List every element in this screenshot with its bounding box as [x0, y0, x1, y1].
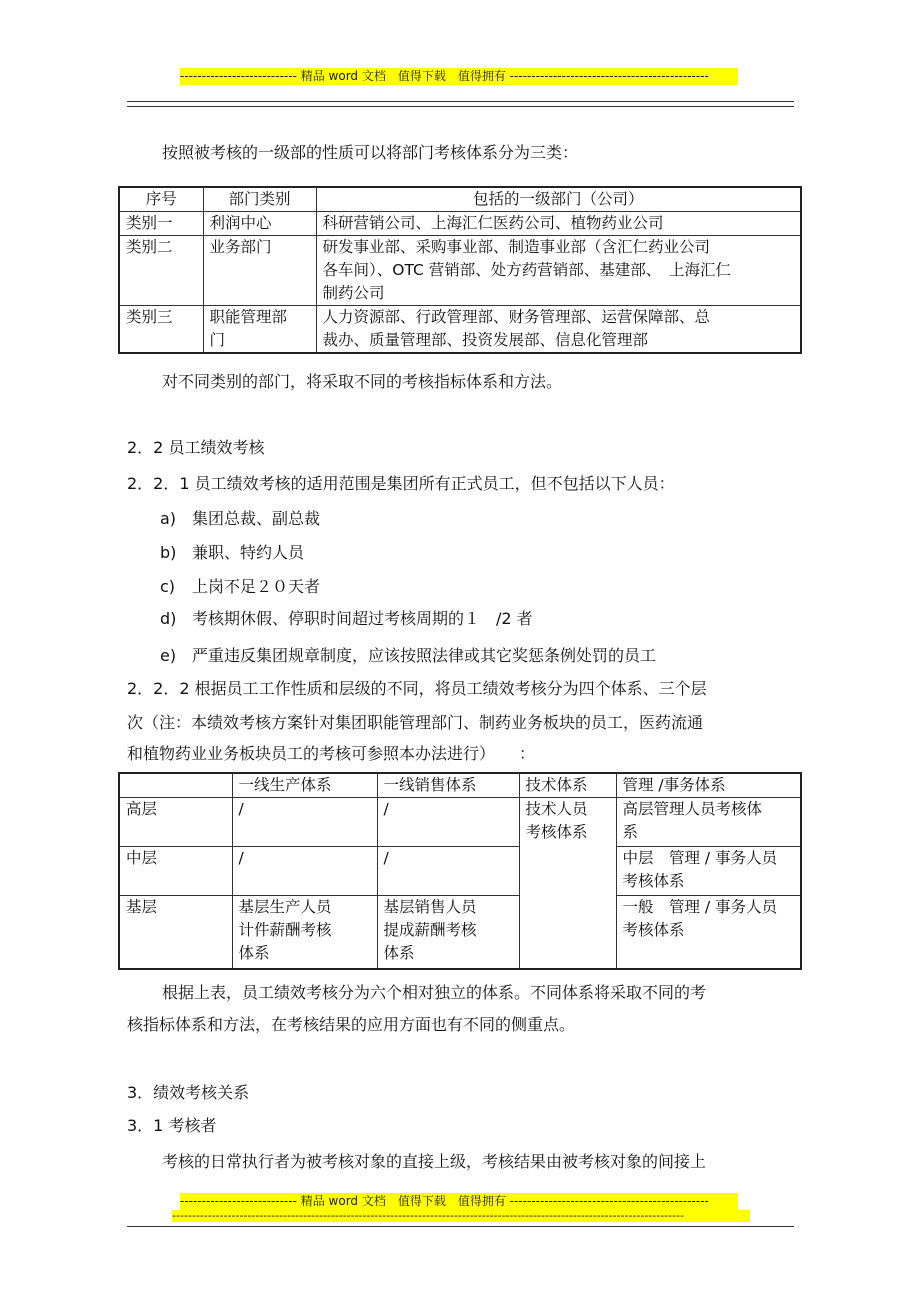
- cell-line: 基层销售人员: [383, 898, 477, 916]
- cell-departments: [316, 236, 801, 306]
- paragraph-3-1: 考核的日常执行者为被考核对象的直接上级，考核结果由被考核对象的间接上: [162, 1152, 707, 1171]
- after-table2-line: 核指标体系和方法，在考核结果的应用方面也有不同的侧重点。: [127, 1015, 576, 1034]
- cell-line: 各车间）、OTC 营销部、处方药营销部、基建部、 上海汇仁: [322, 261, 732, 279]
- cell-line: 体系: [238, 944, 270, 962]
- cell-line: 考核体系: [622, 872, 685, 890]
- list-text: 集团总裁、副总裁: [192, 509, 321, 528]
- header-cell-management: 管理 /事务体系: [616, 773, 801, 798]
- header-cell-production: 一线生产体系: [232, 773, 377, 798]
- header-rule-1: [127, 101, 794, 102]
- cell-line: 职能管理部: [209, 308, 288, 326]
- cell-level: 基层: [119, 896, 232, 969]
- list-text: 考核期休假、停职时间超过考核周期的１ /2 者: [192, 609, 533, 628]
- table-row: [119, 896, 801, 969]
- cell-line: 科研营销公司、上海汇仁医药公司、植物药业公司: [322, 214, 664, 232]
- cell-sales: /: [377, 798, 519, 847]
- section-heading-2-2-1: 2．2．1 员工绩效考核的适用范围是集团所有正式员工，但不包括以下人员：: [127, 474, 675, 493]
- cell-no: 类别三: [119, 306, 203, 354]
- header-banner: --------------------------- 精品 word 文档 值得下载 值得拥有 ----------------------------------------------: [180, 68, 738, 85]
- header-cell-sales: 一线销售体系: [377, 773, 519, 798]
- cell-line: 技术人员: [525, 800, 588, 818]
- cell-type: [203, 306, 316, 354]
- list-item: [160, 508, 320, 530]
- cell-line: 中层 管理 / 事务人员: [622, 849, 778, 867]
- header-cell-type: 部门类别: [203, 187, 316, 212]
- section-heading-3: 3．绩效考核关系: [127, 1083, 250, 1102]
- list-text: 严重违反集团规章制度，应该按照法律或其它奖惩条例处罚的员工: [192, 646, 657, 665]
- table-row: [119, 306, 801, 354]
- cell-line: 门: [209, 331, 226, 349]
- header-cell-no: 序号: [119, 187, 203, 212]
- list-marker: d): [160, 609, 177, 628]
- cell-line: 裁办、质量管理部、投资发展部、信息化管理部: [322, 331, 649, 349]
- cell-line: 计件薪酬考核: [238, 921, 332, 939]
- list-item: [160, 608, 533, 630]
- cell-sales: /: [377, 847, 519, 896]
- cell-production: [232, 896, 377, 969]
- list-marker: e): [160, 646, 177, 665]
- cell-technical: [519, 798, 616, 969]
- header-cell-level: [119, 773, 232, 798]
- cell-line: 提成薪酬考核: [383, 921, 477, 939]
- table-row: [119, 212, 801, 236]
- list-item: [160, 645, 656, 667]
- cell-management: [616, 798, 801, 847]
- cell-line: 一般 管理 / 事务人员: [622, 898, 778, 916]
- cell-line: 制药公司: [322, 284, 385, 302]
- footer-rule: [127, 1226, 794, 1227]
- header-rule-2: [127, 106, 794, 107]
- cell-line: 高层管理人员考核体: [622, 800, 763, 818]
- footer-dash-line: ---------------------------------------------------------------------------------------------------------------------------------: [172, 1210, 750, 1222]
- cell-line: 考核体系: [525, 823, 588, 841]
- cell-type: 利润中心: [203, 212, 316, 236]
- table-row: [119, 798, 801, 847]
- section-heading-3-1: 3．1 考核者: [127, 1116, 217, 1135]
- cell-line: 基层生产人员: [238, 898, 332, 916]
- department-category-table: [118, 186, 802, 354]
- after-table2-line: 根据上表，员工绩效考核分为六个相对独立的体系。不同体系将采取不同的考: [162, 983, 707, 1002]
- list-text: 兼职、特约人员: [192, 543, 305, 562]
- cell-no: 类别二: [119, 236, 203, 306]
- intro-paragraph: 按照被考核的一级部的性质可以将部门考核体系分为三类：: [162, 143, 579, 162]
- list-marker: a): [160, 509, 177, 528]
- table-header-row: [119, 187, 801, 212]
- cell-line: 研发事业部、采购事业部、制造事业部（含汇仁药业公司: [322, 238, 711, 256]
- paragraph-2-2-2-line: 次（注：本绩效考核方案针对集团职能管理部门、制药业务板块的员工，医药流通: [127, 713, 704, 732]
- cell-management: [616, 847, 801, 896]
- list-item: [160, 576, 320, 598]
- employee-appraisal-system-table: [118, 772, 802, 970]
- cell-management: [616, 896, 801, 969]
- list-marker: c): [160, 577, 176, 596]
- header-cell-departments: 包括的一级部门（公司）: [316, 187, 801, 212]
- table-row: [119, 236, 801, 306]
- list-item: [160, 542, 304, 564]
- cell-line: 人力资源部、行政管理部、财务管理部、运营保障部、总: [322, 308, 711, 326]
- cell-no: 类别一: [119, 212, 203, 236]
- list-marker: b): [160, 543, 177, 562]
- cell-sales: [377, 896, 519, 969]
- cell-departments: [316, 306, 801, 354]
- cell-production: /: [232, 847, 377, 896]
- after-table1-paragraph: 对不同类别的部门，将采取不同的考核指标体系和方法。: [162, 372, 563, 391]
- table-header-row: [119, 773, 801, 798]
- cell-production: /: [232, 798, 377, 847]
- section-heading-2-2: 2．2 员工绩效考核: [127, 438, 265, 457]
- paragraph-2-2-2-line: 和植物药业业务板块员工的考核可参照本办法进行） ：: [127, 744, 536, 763]
- cell-line: 系: [622, 823, 639, 841]
- paragraph-2-2-2-line: 2．2．2 根据员工工作性质和层级的不同，将员工绩效考核分为四个体系、三个层: [127, 679, 707, 698]
- cell-departments: [316, 212, 801, 236]
- cell-level: 中层: [119, 847, 232, 896]
- header-cell-technical: 技术体系: [519, 773, 616, 798]
- cell-level: 高层: [119, 798, 232, 847]
- table-row: [119, 847, 801, 896]
- footer-banner: --------------------------- 精品 word 文档 值得下载 值得拥有 ----------------------------------------------: [180, 1193, 738, 1210]
- list-text: 上岗不足２０天者: [192, 577, 321, 596]
- cell-type: 业务部门: [203, 236, 316, 306]
- cell-line: 考核体系: [622, 921, 685, 939]
- cell-line: 体系: [383, 944, 415, 962]
